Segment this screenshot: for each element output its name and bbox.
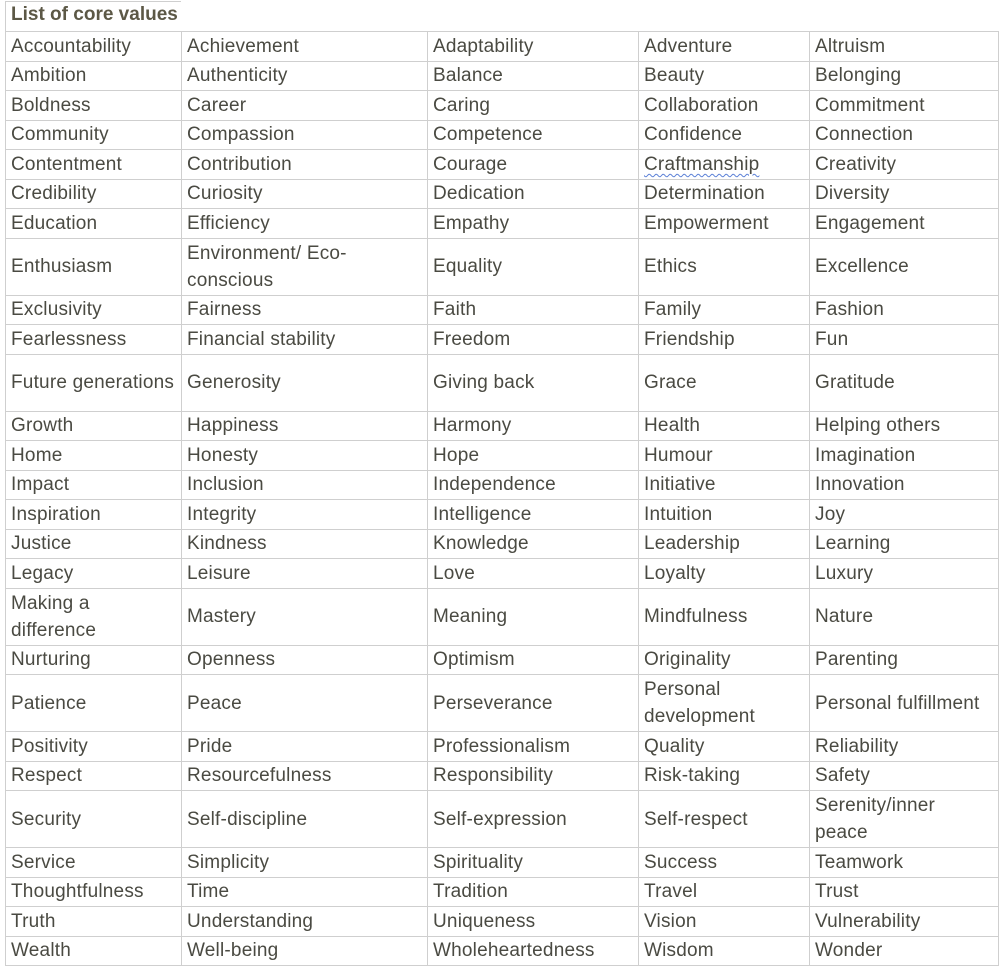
table-row	[6, 500, 999, 530]
value-cell: Contribution	[182, 150, 428, 180]
value-cell: Service	[6, 848, 182, 878]
value-cell: Exclusivity	[6, 295, 182, 325]
value-cell: Meaning	[428, 588, 639, 645]
table-row	[6, 32, 999, 62]
value-cell: Creativity	[810, 150, 999, 180]
value-cell: Happiness	[182, 411, 428, 441]
title-border-top	[5, 1, 181, 2]
table-row	[6, 791, 999, 848]
value-cell: Leadership	[639, 529, 810, 559]
value-cell: Financial stability	[182, 325, 428, 355]
value-cell: Faith	[428, 295, 639, 325]
value-cell: Joy	[810, 500, 999, 530]
value-cell: Ethics	[639, 238, 810, 295]
value-cell: Nurturing	[6, 645, 182, 675]
value-cell: Growth	[6, 411, 182, 441]
value-cell: Connection	[810, 120, 999, 150]
value-cell: Innovation	[810, 470, 999, 500]
value-cell: Vision	[639, 907, 810, 937]
value-cell: Health	[639, 411, 810, 441]
value-cell: Fashion	[810, 295, 999, 325]
value-cell: Self-discipline	[182, 791, 428, 848]
value-cell: Legacy	[6, 559, 182, 589]
value-cell: Originality	[639, 645, 810, 675]
value-cell: Harmony	[428, 411, 639, 441]
value-cell: Professionalism	[428, 732, 639, 762]
value-cell: Respect	[6, 761, 182, 791]
table-row	[6, 179, 999, 209]
value-cell: Empathy	[428, 209, 639, 239]
value-cell: Nature	[810, 588, 999, 645]
value-cell: Kindness	[182, 529, 428, 559]
value-cell: Simplicity	[182, 848, 428, 878]
value-cell: Serenity/inner peace	[810, 791, 999, 848]
title-border-left	[5, 1, 6, 31]
value-cell: Wisdom	[639, 936, 810, 966]
value-cell: Mindfulness	[639, 588, 810, 645]
value-cell: Humour	[639, 441, 810, 471]
value-cell: Wonder	[810, 936, 999, 966]
value-cell: Confidence	[639, 120, 810, 150]
value-cell: Spirituality	[428, 848, 639, 878]
value-cell: Environment/ Eco-conscious	[182, 238, 428, 295]
table-row	[6, 120, 999, 150]
value-cell: Thoughtfulness	[6, 877, 182, 907]
table-row	[6, 645, 999, 675]
value-cell: Diversity	[810, 179, 999, 209]
value-cell: Self-expression	[428, 791, 639, 848]
value-cell: Adaptability	[428, 32, 639, 62]
core-values-table-body	[6, 32, 999, 966]
value-cell: Knowledge	[428, 529, 639, 559]
value-cell: Loyalty	[639, 559, 810, 589]
value-cell: Leisure	[182, 559, 428, 589]
value-cell: Well-being	[182, 936, 428, 966]
value-cell: Friendship	[639, 325, 810, 355]
value-cell: Risk-taking	[639, 761, 810, 791]
value-cell: Safety	[810, 761, 999, 791]
value-cell: Learning	[810, 529, 999, 559]
value-cell: Altruism	[810, 32, 999, 62]
spellcheck-flagged-word[interactable]: Craftmanship	[644, 153, 760, 175]
value-cell: Excellence	[810, 238, 999, 295]
table-row	[6, 470, 999, 500]
value-cell: Caring	[428, 91, 639, 121]
value-cell: Personal development	[639, 675, 810, 732]
value-cell: Grace	[639, 354, 810, 411]
value-cell: Compassion	[182, 120, 428, 150]
value-cell: Achievement	[182, 32, 428, 62]
value-cell: Fun	[810, 325, 999, 355]
table-row	[6, 588, 999, 645]
value-cell: Success	[639, 848, 810, 878]
value-cell: Education	[6, 209, 182, 239]
value-cell: Accountability	[6, 32, 182, 62]
table-row	[6, 238, 999, 295]
value-cell: Positivity	[6, 732, 182, 762]
table-row	[6, 325, 999, 355]
value-cell: Justice	[6, 529, 182, 559]
value-cell: Initiative	[639, 470, 810, 500]
value-cell: Integrity	[182, 500, 428, 530]
value-cell: Tradition	[428, 877, 639, 907]
value-cell: Generosity	[182, 354, 428, 411]
value-cell: Wealth	[6, 936, 182, 966]
value-cell: Teamwork	[810, 848, 999, 878]
value-cell: Trust	[810, 877, 999, 907]
value-cell: Belonging	[810, 61, 999, 91]
table-row	[6, 529, 999, 559]
value-cell: Truth	[6, 907, 182, 937]
value-cell: Ambition	[6, 61, 182, 91]
value-cell: Inclusion	[182, 470, 428, 500]
value-cell: Vulnerability	[810, 907, 999, 937]
value-cell: Contentment	[6, 150, 182, 180]
value-cell: Gratitude	[810, 354, 999, 411]
value-cell: Career	[182, 91, 428, 121]
value-cell: Collaboration	[639, 91, 810, 121]
value-cell: Security	[6, 791, 182, 848]
table-title: List of core values	[11, 4, 178, 25]
table-row	[6, 761, 999, 791]
table-row	[6, 936, 999, 966]
table-row	[6, 441, 999, 471]
value-cell: Enthusiasm	[6, 238, 182, 295]
table-row	[6, 559, 999, 589]
value-cell: Pride	[182, 732, 428, 762]
value-cell: Imagination	[810, 441, 999, 471]
value-cell: Wholeheartedness	[428, 936, 639, 966]
value-cell: Intuition	[639, 500, 810, 530]
value-cell: Courage	[428, 150, 639, 180]
value-cell: Impact	[6, 470, 182, 500]
value-cell: Time	[182, 877, 428, 907]
value-cell: Dedication	[428, 179, 639, 209]
value-cell: Commitment	[810, 91, 999, 121]
value-cell: Competence	[428, 120, 639, 150]
table-row	[6, 91, 999, 121]
value-cell: Adventure	[639, 32, 810, 62]
value-cell: Intelligence	[428, 500, 639, 530]
table-row	[6, 411, 999, 441]
value-cell: Family	[639, 295, 810, 325]
table-title-row	[5, 0, 997, 31]
value-cell: Personal fulfillment	[810, 675, 999, 732]
value-cell: Credibility	[6, 179, 182, 209]
value-cell: Balance	[428, 61, 639, 91]
value-cell: Curiosity	[182, 179, 428, 209]
value-cell: Patience	[6, 675, 182, 732]
table-row	[6, 675, 999, 732]
value-cell: Hope	[428, 441, 639, 471]
value-cell: Determination	[639, 179, 810, 209]
value-cell: Quality	[639, 732, 810, 762]
value-cell: Luxury	[810, 559, 999, 589]
value-cell: Openness	[182, 645, 428, 675]
table-row	[6, 295, 999, 325]
value-cell: Efficiency	[182, 209, 428, 239]
value-cell: Freedom	[428, 325, 639, 355]
value-cell: Helping others	[810, 411, 999, 441]
value-cell: Parenting	[810, 645, 999, 675]
value-cell: Fairness	[182, 295, 428, 325]
value-cell: Engagement	[810, 209, 999, 239]
table-row	[6, 354, 999, 411]
value-cell: Authenticity	[182, 61, 428, 91]
value-cell: Empowerment	[639, 209, 810, 239]
value-cell: Understanding	[182, 907, 428, 937]
value-cell: Equality	[428, 238, 639, 295]
table-row	[6, 61, 999, 91]
value-cell: Community	[6, 120, 182, 150]
value-cell: Independence	[428, 470, 639, 500]
value-cell: Reliability	[810, 732, 999, 762]
value-cell: Beauty	[639, 61, 810, 91]
table-row	[6, 209, 999, 239]
value-cell	[639, 150, 810, 180]
value-cell: Inspiration	[6, 500, 182, 530]
value-cell: Fearlessness	[6, 325, 182, 355]
table-row	[6, 732, 999, 762]
table-row	[6, 877, 999, 907]
value-cell: Boldness	[6, 91, 182, 121]
value-cell: Uniqueness	[428, 907, 639, 937]
value-cell: Future generations	[6, 354, 182, 411]
value-cell: Giving back	[428, 354, 639, 411]
value-cell: Travel	[639, 877, 810, 907]
value-cell: Home	[6, 441, 182, 471]
table-row	[6, 150, 999, 180]
value-cell: Mastery	[182, 588, 428, 645]
value-cell: Peace	[182, 675, 428, 732]
value-cell: Optimism	[428, 645, 639, 675]
table-row	[6, 848, 999, 878]
value-cell: Making a difference	[6, 588, 182, 645]
value-cell: Love	[428, 559, 639, 589]
value-cell: Self-respect	[639, 791, 810, 848]
value-cell: Responsibility	[428, 761, 639, 791]
core-values-table	[5, 31, 999, 966]
value-cell: Perseverance	[428, 675, 639, 732]
value-cell: Resourcefulness	[182, 761, 428, 791]
value-cell: Honesty	[182, 441, 428, 471]
table-row	[6, 907, 999, 937]
